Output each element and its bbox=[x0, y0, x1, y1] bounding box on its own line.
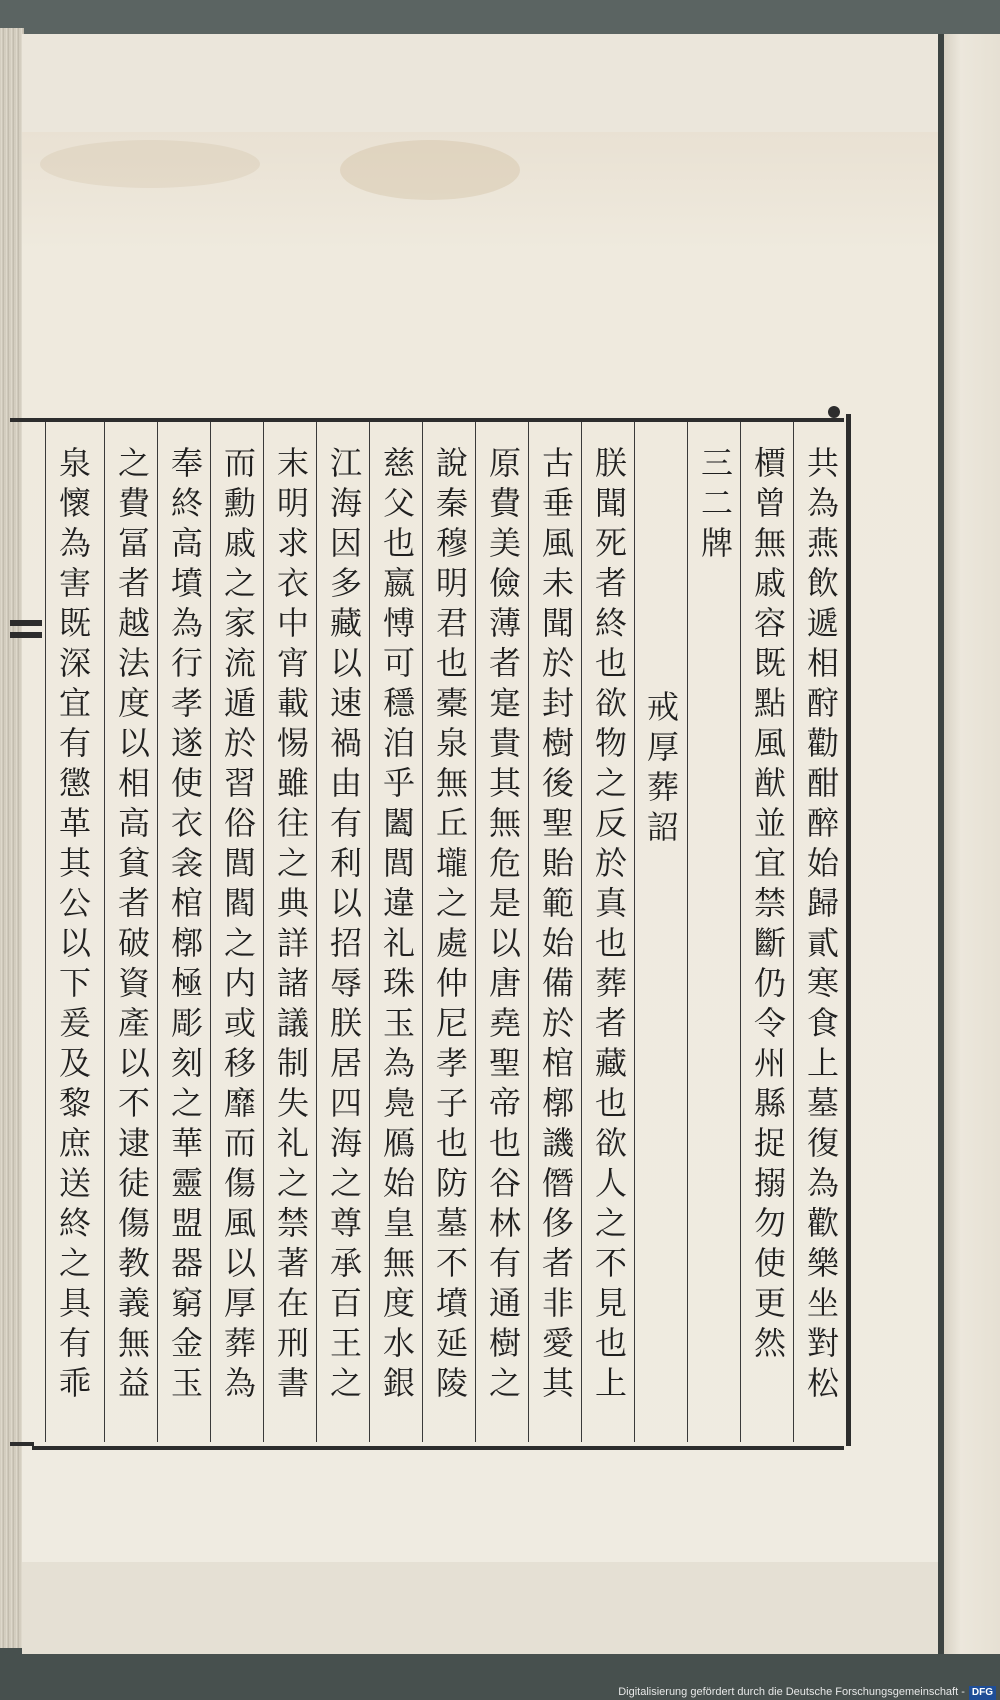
credit-text: Digitalisierung gefördert durch die Deutsche Forschungsgemeinschaft - bbox=[618, 1686, 965, 1698]
edict-title: 戒厚葬詔 bbox=[642, 690, 680, 850]
text-column bbox=[687, 422, 740, 1442]
column-text: 慈父也嬴愽可穩洎乎闔閭違礼珠玉為鳧鴈始皇無度水銀 bbox=[378, 446, 416, 1406]
title-column bbox=[634, 422, 687, 1442]
column-text: 三二牌 bbox=[696, 446, 734, 566]
text-column bbox=[369, 422, 422, 1442]
column-text: 泉懷為害既深宜有懲革其公以下爰及黎庶送終之具有乖 bbox=[54, 446, 92, 1406]
column-text: 而勳戚之家流遁於習俗閭閻之内或移靡而傷風以厚葬為 bbox=[219, 446, 257, 1406]
text-column bbox=[263, 422, 316, 1442]
column-text: 末明求衣中宵載惕雖往之典詳諸議制失礼之禁著在刑書 bbox=[272, 446, 310, 1406]
column-text: 奉終高墳為行孝遂使衣衾棺槨極彫刻之華靈盟器窮金玉 bbox=[166, 446, 204, 1406]
text-column bbox=[210, 422, 263, 1442]
dfg-logo-icon: DFG bbox=[969, 1686, 996, 1700]
column-text: 說秦穆明君也橐泉無丘壠之處仲尼孝子也防墓不墳延陵 bbox=[431, 446, 469, 1406]
text-column bbox=[104, 422, 157, 1442]
water-stain bbox=[40, 140, 260, 188]
frame-corner-mark bbox=[828, 406, 840, 418]
water-stain bbox=[340, 140, 520, 200]
column-text: 古垂風未聞於封樹後聖貽範始備於棺槨譏僭侈者非愛其 bbox=[537, 446, 575, 1406]
column-text: 江海因多藏以速禍由有利以招辱朕居四海之尊承百王之 bbox=[325, 446, 363, 1406]
column-text: 原費美儉薄者寔貴其無危是以唐堯聖帝也谷林有通樹之 bbox=[484, 446, 522, 1406]
text-column bbox=[528, 422, 581, 1442]
text-column bbox=[581, 422, 634, 1442]
text-frame-top-extension bbox=[10, 418, 34, 422]
column-text: 朕聞死者終也欲物之反於真也葬者藏也欲人之不見也上 bbox=[590, 446, 628, 1406]
text-column bbox=[316, 422, 369, 1442]
text-column bbox=[45, 422, 98, 1442]
column-text: 共為燕飲遞相酧勸酣醉始歸貳寒食上墓復為歡樂坐對松 bbox=[802, 446, 840, 1406]
text-frame-bottom-extension bbox=[10, 1442, 34, 1446]
text-column bbox=[740, 422, 793, 1442]
text-column bbox=[422, 422, 475, 1442]
book-page-edges bbox=[0, 28, 24, 1648]
text-column bbox=[793, 422, 846, 1442]
text-column bbox=[475, 422, 528, 1442]
text-column bbox=[157, 422, 210, 1442]
column-text: 檟曾無戚容既點風猷並宜禁斷仍令州縣捉搦勿使更然 bbox=[749, 446, 787, 1366]
adjacent-page bbox=[944, 34, 1000, 1654]
top-dark-bar bbox=[0, 0, 1000, 34]
column-text: 之費冨者越法度以相高貧者破資產以不逮徒傷教義無益 bbox=[113, 446, 151, 1406]
dfg-credit-banner bbox=[598, 1685, 1000, 1699]
page-bottom-margin bbox=[22, 1562, 938, 1654]
